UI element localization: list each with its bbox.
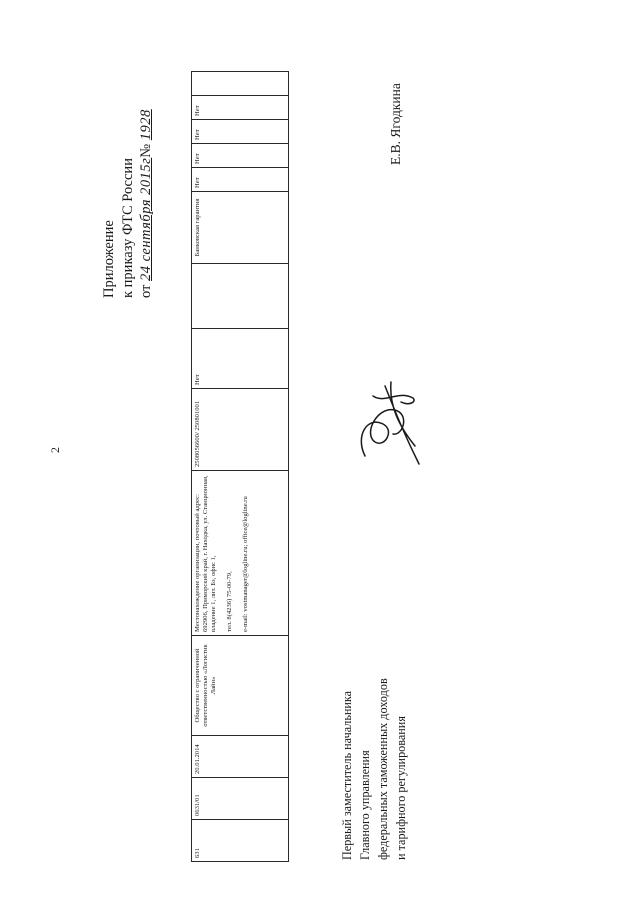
- appendix-number: 1928: [138, 109, 154, 141]
- table-cell-flag-2: Нет: [192, 144, 289, 168]
- table-row: [192, 72, 289, 862]
- page-number: 2: [48, 447, 62, 453]
- appendix-title: Приложение: [101, 220, 117, 298]
- signatory-block: [338, 340, 410, 860]
- table-cell-flag-3: Нет: [192, 120, 289, 144]
- registry-table: [191, 72, 289, 862]
- signatory-name: Е.В. Ягодкина: [388, 83, 403, 165]
- signatory-title-2: Главного управления: [358, 750, 372, 860]
- appendix-date-prefix: от: [138, 284, 154, 298]
- appendix-header: [100, 58, 156, 298]
- table-cell-guarantee: Банковская гарантия: [192, 192, 289, 264]
- table-cell-empty-2: [192, 72, 289, 96]
- appendix-order-ref: к приказу ФТС России: [119, 158, 136, 298]
- table-cell-inn-kpp: 2508056600/ 250801001: [192, 389, 289, 471]
- table-cell-date: 20.01.2014: [192, 736, 289, 778]
- table-cell-branches: Нет: [192, 329, 289, 389]
- table-cell-address: Местонахождение организации, почтовый адрес: 692906, Приморский край, г. Находка, ул. Станционная, владение 1, лит. Бз, офис 1, тел. 8(4236) 75-00-79, e-mail: vostmanager@logline.ru; office@logline.ru: [192, 471, 289, 636]
- table-cell-reg-number: 0631/01: [192, 778, 289, 820]
- signatory-title-3: федеральных таможенных доходов: [376, 678, 390, 860]
- appendix-date: 24 сентября 2015г: [138, 157, 154, 281]
- table-cell-flag-1: Нет: [192, 168, 289, 192]
- table-cell-index: 631: [192, 820, 289, 862]
- appendix-date-line: [137, 58, 156, 298]
- table-cell-empty-1: [192, 264, 289, 329]
- signatory-title-1: Первый заместитель начальника: [340, 690, 354, 860]
- signatory-title-4: и тарифного регулирования: [394, 716, 408, 860]
- table-cell-flag-4: Нет: [192, 96, 289, 120]
- table-cell-organization: Общество с ограниченной ответственностью «Логистик Лайн»: [192, 636, 289, 736]
- appendix-number-sign: №: [138, 143, 154, 158]
